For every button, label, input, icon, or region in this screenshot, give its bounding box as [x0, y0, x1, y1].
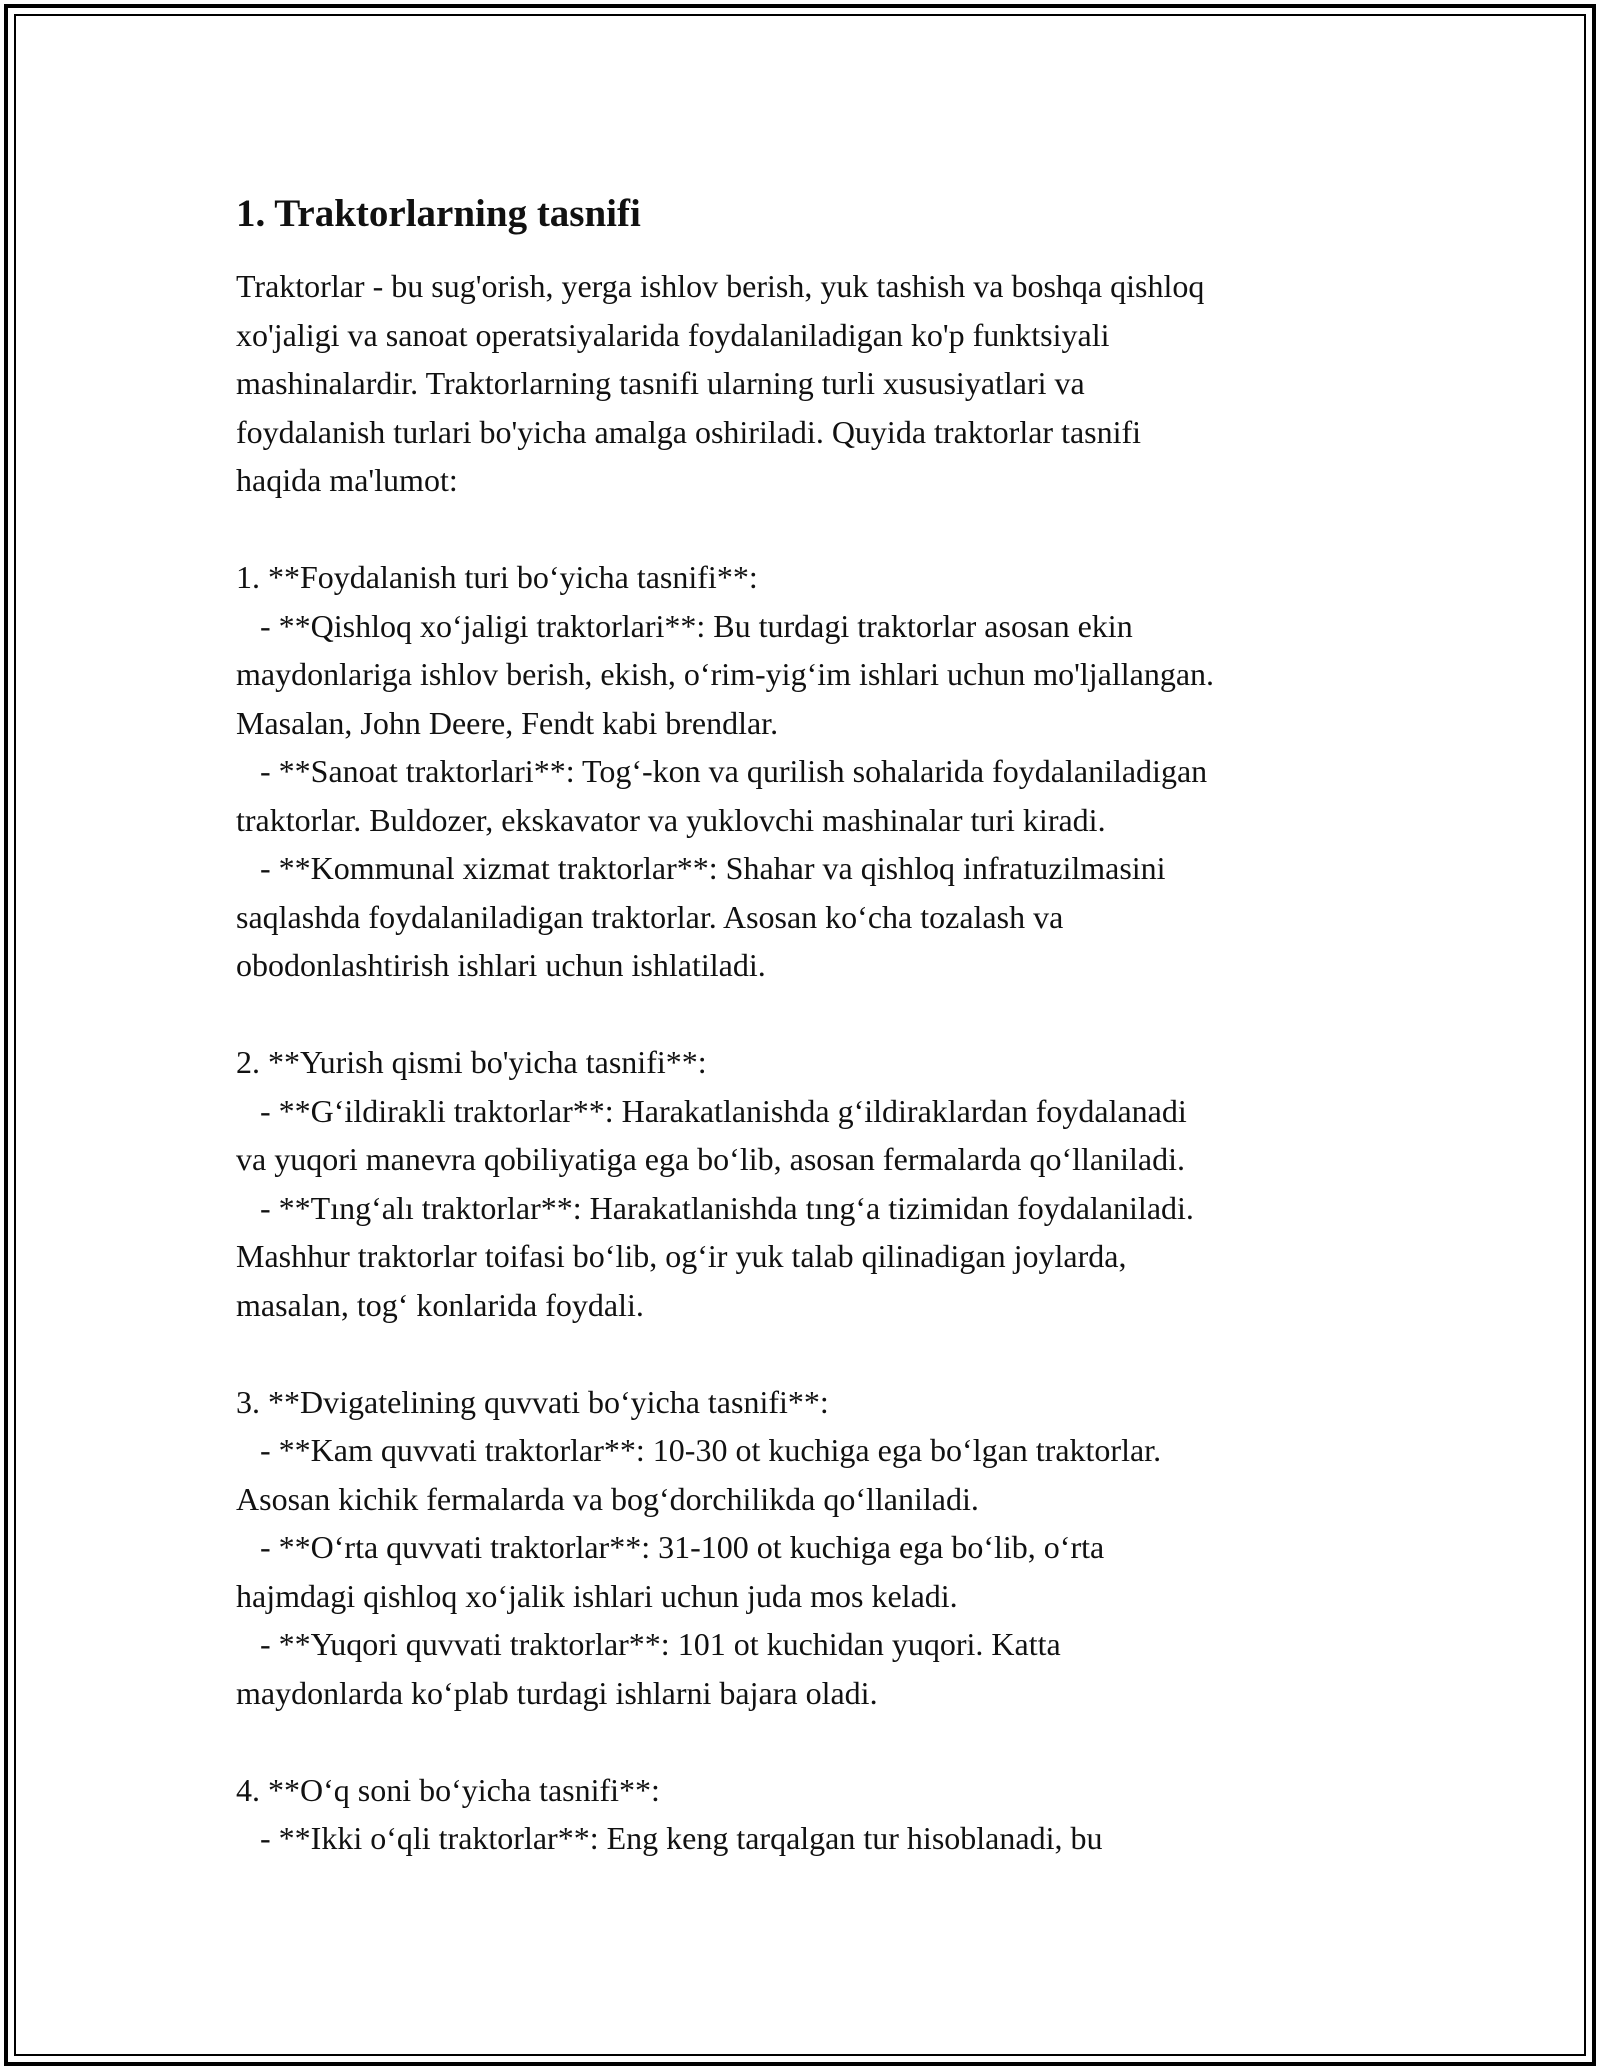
blank-line [236, 990, 1376, 1039]
text-line: haqida ma'lumot: [236, 462, 458, 498]
text-line: - **Kommunal xizmat traktorlar**: Shahar va qishloq infratuzilmasini [236, 850, 1166, 886]
text-line: maydonlariga ishlov berish, ekish, o‘rim-yig‘im ishlari uchun mo'ljallangan. [236, 656, 1215, 692]
text-line: - **Tıng‘alı traktorlar**: Harakatlanishda tıng‘a tizimidan foydalaniladi. [236, 1189, 1194, 1226]
blank-line [236, 1717, 1376, 1766]
section-heading: 4. **O‘q soni bo‘yicha tasnifi**: [236, 1771, 660, 1808]
text-line: - **O‘rta quvvati traktorlar**: 31-100 ot kuchiga ega bo‘lib, o‘rta [236, 1529, 1105, 1565]
text-line: Asosan kichik fermalarda va bog‘dorchilikda qo‘llaniladi. [236, 1480, 979, 1517]
text-line: xo'jaligi va sanoat operatsiyalarida foydalaniladigan ko'p funktsiyali [236, 316, 1110, 353]
text-line: maydonlarda ko‘plab turdagi ishlarni bajara oladi. [236, 1674, 878, 1711]
text-line: Mashhur traktorlar toifasi bo‘lib, og‘ir yuk talab qilinadigan joylarda, [236, 1238, 1127, 1274]
text-line: Traktorlar - bu sug'orish, yerga ishlov berish, yuk tashish va boshqa qishloq [236, 268, 1205, 304]
document-body [236, 186, 1376, 1863]
text-line: - **Sanoat traktorlari**: Tog‘-kon va qurilish sohalarida foydalaniladigan [236, 753, 1208, 789]
document-title: 1. Traktorlarning tasnifi [236, 192, 641, 235]
document-text [236, 262, 1376, 1863]
text-line: va yuqori manevra qobiliyatiga ega bo‘lib, asosan fermalarda qo‘llaniladi. [236, 1141, 1185, 1177]
text-line: obodonlashtirish ishlari uchun ishlatiladi. [236, 947, 766, 983]
blank-line [236, 1329, 1376, 1378]
text-line: mashinalardir. Traktorlarning tasnifi ularning turli xususiyatlari va [236, 365, 1085, 401]
text-line: foydalanish turlari bo'yicha amalga oshiriladi. Quyida traktorlar tasnifi [236, 413, 1142, 450]
text-line: - **Yuqori quvvati traktorlar**: 101 ot kuchidan yuqori. Katta [236, 1626, 1061, 1662]
section-heading: 1. **Foydalanish turi bo‘yicha tasnifi**: [236, 559, 758, 595]
text-line: - **G‘ildirakli traktorlar**: Harakatlanishda g‘ildiraklardan foydalanadi [236, 1092, 1187, 1129]
text-line: saqlashda foydalaniladigan traktorlar. Asosan ko‘cha tozalash va [236, 898, 1064, 935]
blank-line [236, 505, 1376, 554]
text-line: hajmdagi qishloq xo‘jalik ishlari uchun juda mos keladi. [236, 1577, 958, 1614]
text-line: masalan, tog‘ konlarida foydali. [236, 1286, 644, 1323]
section-heading: 3. **Dvigatelining quvvati bo‘yicha tasnifi**: [236, 1383, 829, 1420]
text-line: traktorlar. Buldozer, ekskavator va yuklovchi mashinalar turi kiradi. [236, 801, 1106, 838]
section-heading: 2. **Yurish qismi bo'yicha tasnifi**: [236, 1044, 707, 1080]
text-line: Masalan, John Deere, Fendt kabi brendlar. [236, 704, 779, 741]
text-line: - **Qishloq xo‘jaligi traktorlari**: Bu turdagi traktorlar asosan ekin [236, 607, 1133, 644]
text-line: - **Kam quvvati traktorlar**: 10-30 ot kuchiga ega bo‘lgan traktorlar. [236, 1432, 1162, 1468]
text-line: - **Ikki o‘qli traktorlar**: Eng keng tarqalgan tur hisoblanadi, bu [236, 1820, 1103, 1856]
